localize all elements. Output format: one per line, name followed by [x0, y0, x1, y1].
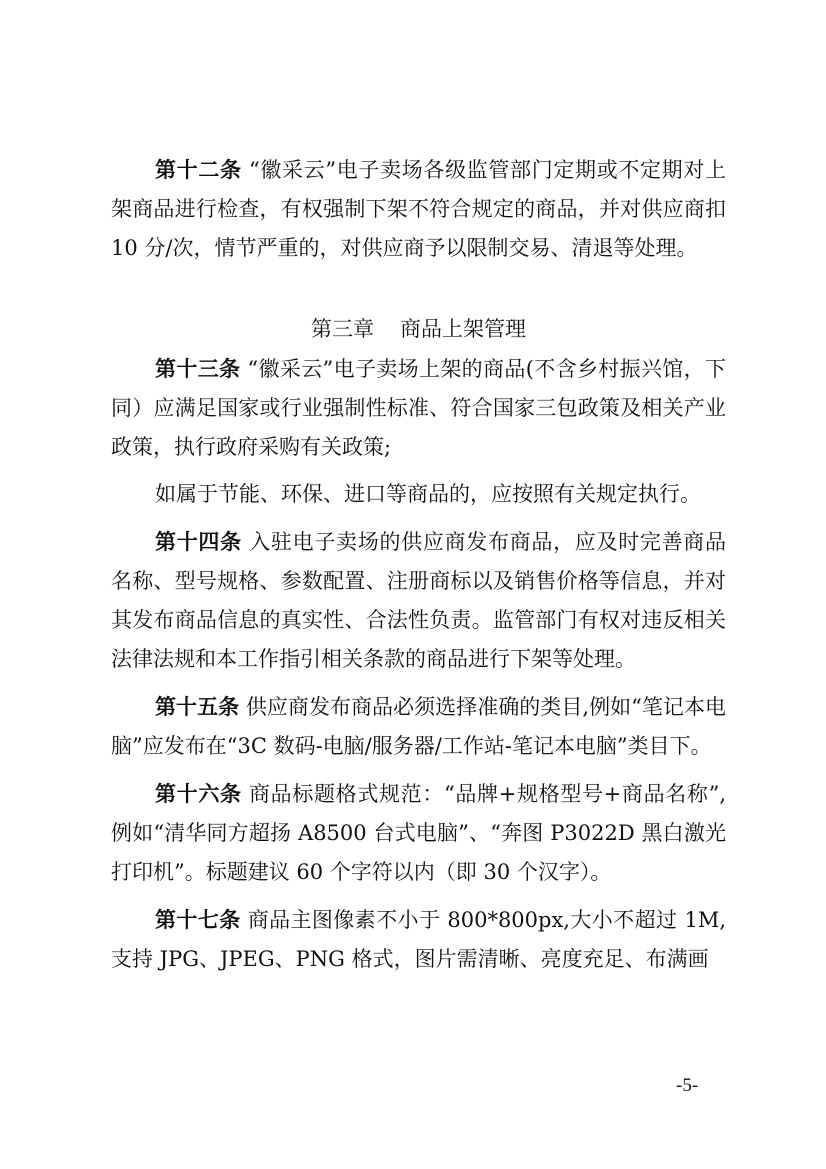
chapter-number: 第三章	[311, 317, 374, 341]
article-number: 第十七条	[155, 907, 241, 932]
article-number: 第十五条	[155, 694, 240, 719]
article-13-paragraph-2	[111, 475, 726, 514]
article-text: 入驻电子卖场的供应商发布商品，应及时完善商品名称、型号规格、参数配置、注册商标以及销售价格等信息，并对其发布商品信息的真实性、合法性负责。监管部门有权对违反相关法律法规和本工作指引相关条款的商品进行下架等处理。	[111, 530, 727, 671]
article-text: 供应商发布商品必须选择准确的类目,例如“笔记本电脑”应发布在“3C 数码-电脑/服务器/工作站-笔记本电脑”类目下。	[111, 695, 727, 758]
chapter-title: 商品上架管理	[400, 317, 526, 341]
article-15	[111, 687, 726, 766]
article-12	[111, 150, 726, 268]
article-text: 如属于节能、环保、进口等商品的，应按照有关规定执行。	[155, 482, 701, 506]
article-17	[111, 900, 726, 979]
article-number: 第十四条	[155, 529, 242, 554]
article-text: “徽采云”电子卖场各级监管部门定期或不定期对上架商品进行检查，有权强制下架不符合规定的商品，并对供应商扣 10 分/次，情节严重的，对供应商予以限制交易、清退等处理。	[111, 158, 726, 260]
article-number: 第十六条	[155, 781, 242, 806]
article-16	[111, 774, 726, 892]
document-body	[111, 150, 726, 987]
article-text: “徽采云”电子卖场上架的商品(不含乡村振兴馆，下同）应满足国家或行业强制性标准、符合国家三包政策及相关产业政策，执行政府采购有关政策;	[111, 357, 727, 459]
article-number: 第十三条	[155, 356, 241, 381]
article-number: 第十二条	[155, 157, 242, 182]
chapter-heading	[111, 310, 726, 349]
article-14	[111, 522, 726, 679]
article-text: 商品主图像素不小于 800*800px,大小不超过 1M,支持 JPG、JPEG、PNG 格式，图片需清晰、亮度充足、布满画	[111, 908, 726, 971]
page-number: -5-	[676, 1075, 699, 1096]
article-13	[111, 349, 726, 467]
article-text: 商品标题格式规范：“品牌+规格型号+商品名称”,例如“清华同方超扬 A8500 台式电脑”、“奔图 P3022D 黑白激光打印机”。标题建议 60 个字符以内（即 30 个汉字）。	[111, 782, 726, 884]
